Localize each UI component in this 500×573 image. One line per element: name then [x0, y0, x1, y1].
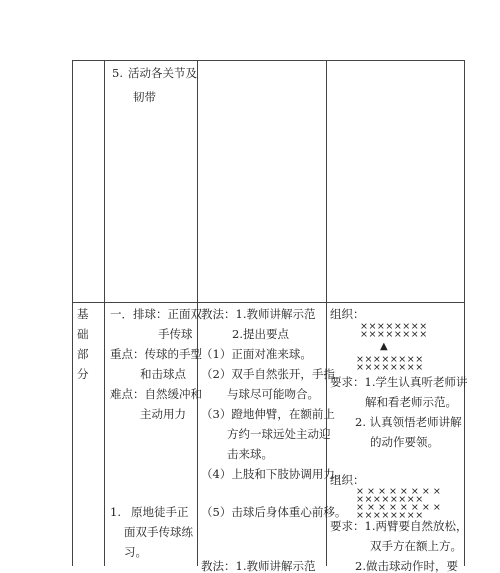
drill-number: 1.: [110, 505, 121, 519]
requirement-1-line1: 要求：1.学生认真听老师讲: [330, 375, 468, 389]
organization-label-1: 组织：: [330, 307, 365, 321]
teaching-point-5: （5）击球后身体重心前移。: [201, 505, 347, 519]
section-label-char-1: 基: [77, 307, 89, 321]
formation-2-row-1: × × × × × × × ×: [356, 486, 441, 497]
warmup-item-line1: 活动各关节及: [128, 66, 197, 80]
teaching-point-3-line3: 击来球。: [227, 447, 273, 461]
teaching-point-2-line1: （2）双手自然张开，手指: [201, 367, 335, 381]
teaching-cut-line: 教法：1.教师讲解示范: [201, 559, 316, 573]
warmup-item-number: 5.: [112, 66, 123, 80]
table-row-divider: [72, 302, 464, 303]
teaching-point-3-line2: 方约一球远处主动迎: [227, 427, 331, 441]
requirement-2-line2: 双手方在额上方。: [370, 539, 462, 553]
teaching-line2: 2.提出要点: [232, 327, 289, 341]
section-label-char-2: 础: [77, 327, 89, 341]
warmup-item-line2: 韧带: [133, 90, 156, 104]
content-title-line2: 手传球: [158, 327, 193, 341]
requirement-1-line3: 2. 认真领悟老师讲解: [355, 415, 462, 429]
teacher-marker: ▲: [380, 341, 388, 352]
formation-2-row-2: ××××××××: [356, 494, 424, 505]
table-left-border: [72, 60, 73, 566]
key-point-line2: 和击球点: [140, 367, 186, 381]
table-top-border: [72, 60, 464, 61]
drill-line2: 面双手传球练: [124, 525, 193, 539]
section-label-char-4: 分: [77, 367, 89, 381]
teaching-point-2-line2: 与球尽可能吻合。: [227, 387, 319, 401]
requirement-2-line1: 要求：1.两臂要自然放松，: [330, 519, 468, 533]
requirement-1-line4: 的动作要领。: [370, 435, 439, 449]
formation-1-row-2: ××××××××: [360, 329, 428, 340]
formation-1-row-4: ××××××××: [356, 362, 424, 373]
formation-1-row-1: ××××××××: [360, 321, 428, 332]
table-right-border: [464, 60, 465, 566]
formation-1-row-3: ××××××××: [356, 354, 424, 365]
drill-line3: 习。: [124, 545, 147, 559]
section-label-char-3: 部: [77, 347, 89, 361]
teaching-point-1: （1）正面对准来球。: [201, 347, 312, 361]
requirement-2-line3: 2.做击球动作时，要: [355, 559, 458, 573]
key-point-line1: 重点：传球的手型: [110, 347, 202, 361]
organization-label-2: 组织：: [330, 473, 365, 487]
teaching-line1: 教法：1.教师讲解示范: [201, 307, 316, 321]
drill-line1: 原地徒手正: [131, 505, 189, 519]
formation-2-row-3: × × × × × × × ×: [356, 502, 441, 513]
teaching-point-3-line1: （3）蹬地伸臂，在额前上: [201, 407, 335, 421]
formation-2-row-4: ××××××××: [356, 510, 424, 521]
difficulty-line2: 主动用力: [140, 407, 186, 421]
teaching-point-4: （4）上肢和下肢协调用力。: [201, 467, 347, 481]
content-title-line1: 一．排球：正面双: [110, 307, 202, 321]
difficulty-line1: 难点：自然缓冲和: [110, 387, 202, 401]
table-col-divider-3: [326, 60, 327, 566]
requirement-1-line2: 解和看老师示范。: [365, 395, 457, 409]
table-col-divider-1: [104, 60, 105, 566]
